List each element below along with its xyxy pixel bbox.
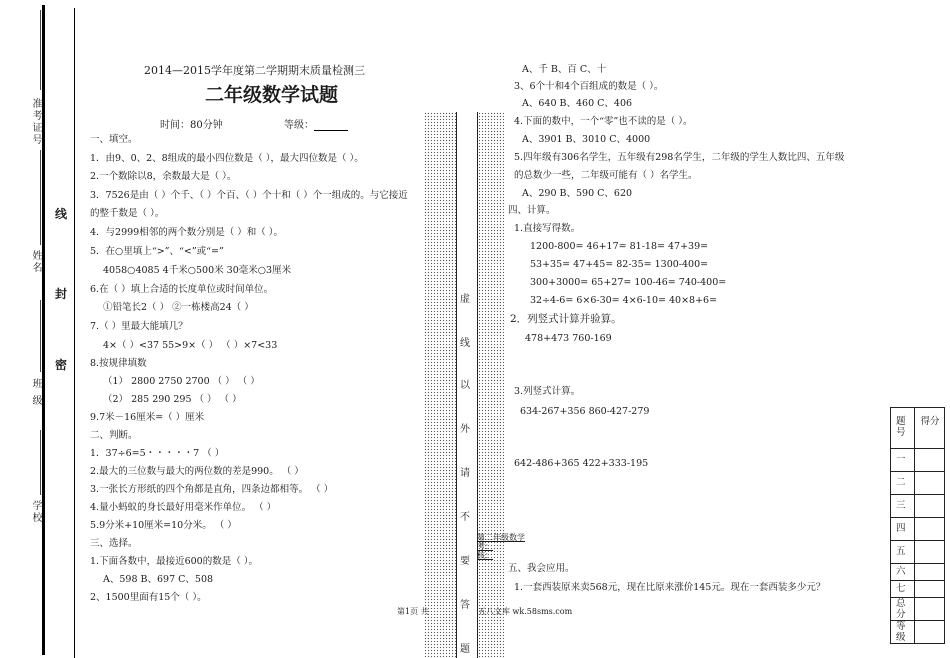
judge-q1: 1．37÷6=5・・・・・7 （ ）	[90, 448, 225, 459]
class-underline	[40, 300, 41, 372]
score-row-label: 三	[891, 495, 915, 518]
score-row-label: 七	[891, 581, 915, 598]
table-row	[891, 541, 945, 564]
score-table-header	[891, 408, 945, 449]
compute-q1: 1.直接写得数。	[514, 223, 581, 234]
school-underline	[40, 430, 41, 495]
small-note-2: 考：	[477, 542, 493, 551]
score-header-item: 题号	[891, 408, 915, 449]
compute-row4: 32÷4-6= 6×6-30= 4×6-10= 40×8+6=	[530, 295, 718, 306]
table-row	[891, 621, 945, 644]
judge-q4: 4.量小蚂蚁的身长最好用毫米作单位。 （ ）	[90, 502, 277, 513]
score-table	[890, 407, 945, 644]
term-heading: 2014—2015学年度第二学期期末质量检测三	[144, 64, 365, 77]
score-row-label: 二	[891, 472, 915, 495]
score-cell[interactable]	[915, 621, 945, 644]
cut-char-9: 题	[460, 644, 470, 655]
score-cell[interactable]	[915, 598, 945, 621]
section-fill-blank: 一、填空。	[90, 134, 138, 145]
fill-q7-items: 4×（ ）<37 55>9×（ ） （ ）×7<33	[103, 340, 278, 351]
fill-q3-cont: 的整千数是（ ）。	[90, 208, 165, 219]
grade-blank[interactable]	[314, 120, 348, 131]
score-header-score: 得分	[915, 408, 945, 449]
small-note-3: 核：	[477, 551, 493, 560]
exam-title: 二年级数学试题	[205, 84, 339, 106]
footer-site: 五八文库 wk.58sms.com	[478, 607, 573, 616]
compute-q3-items-a: 634-267+356 860-427-279	[520, 406, 650, 417]
compute-q3: 3.列竖式计算。	[514, 386, 581, 397]
fill-q9: 9.7米－16厘米=（ ）厘米	[90, 412, 205, 423]
small-note-1: 第二年级数学	[477, 533, 525, 542]
judge-q3: 3.一张长方形纸的四个角都是直角，四条边都相等。 （ ）	[90, 484, 334, 495]
cut-char-2: 线	[460, 338, 470, 349]
score-row-label: 总分	[891, 598, 915, 621]
fill-q7: 7.（ ）里最大能填几？	[90, 321, 188, 332]
score-cell[interactable]	[915, 449, 945, 472]
judge-q5: 5.9分米+10厘米=10分米。 （ ）	[90, 520, 237, 531]
fill-q5-items: 4058○4085 4千米○500米 30毫米○3厘米	[103, 265, 292, 276]
table-row	[891, 518, 945, 541]
score-row-label: 五	[891, 541, 915, 564]
table-row	[891, 598, 945, 621]
table-row	[891, 472, 945, 495]
admission-underline	[40, 10, 41, 90]
fill-q6: 6.在（ ）填上合适的长度单位或时间单位。	[90, 284, 274, 295]
admission-label: 准考证号	[30, 98, 41, 146]
score-row-label: 四	[891, 518, 915, 541]
choice-q3: 3、6个十和4个百组成的数是（ ）。	[514, 81, 664, 92]
cut-char-1: 虚	[460, 294, 470, 305]
score-row-label: 等级	[891, 621, 915, 644]
fill-q3: 3．7526是由（ ）个千、（ ）个百、（ ）个十和（ ）个一组成的。与它接近	[90, 190, 408, 201]
class-label: 班 级	[30, 378, 41, 408]
compute-row2: 53+35= 47+45= 82-35= 1300-400=	[530, 259, 709, 270]
section-compute: 四、计算。	[508, 205, 556, 216]
grade-label: 等级：	[284, 120, 314, 131]
section-application: 五、我会应用。	[508, 563, 575, 574]
score-cell[interactable]	[915, 581, 945, 598]
score-cell[interactable]	[915, 472, 945, 495]
fill-q8-row2: （2） 285 290 295 （ ） （ ）	[103, 394, 242, 405]
fill-q8-row1: （1） 2800 2750 2700 （ ） （ ）	[103, 376, 260, 387]
seal-char-mi: 密	[55, 358, 68, 372]
judge-q2: 2.最大的三位数与最大的两位数的差是990。 （ ）	[90, 466, 304, 477]
application-q1: 1.一套西装原来卖568元，现在比原来涨价145元。现在一套西装多少元？	[514, 582, 826, 593]
exam-time: 时间：80分钟	[160, 120, 223, 131]
fill-q5: 5．在○里填上“>”、“<”或“=”	[90, 246, 224, 257]
footer-page: 第1页 共	[397, 607, 429, 616]
score-row-label: 六	[891, 564, 915, 581]
name-underline	[40, 150, 41, 245]
section-choice: 三、选择。	[90, 538, 138, 549]
fill-q2: 2.一个数除以8，余数最大是（ ）。	[90, 171, 237, 182]
choice-q1-options: A、598 B、697 C、508	[103, 574, 214, 585]
cut-char-3: 以	[460, 380, 470, 391]
choice-q2: 2、1500里面有15个（ ）。	[90, 592, 207, 603]
compute-q2: 2．列竖式计算并验算。	[510, 313, 622, 325]
seal-char-xian: 线	[55, 207, 68, 221]
school-label: 学校	[30, 500, 41, 524]
binding-line-2	[74, 8, 75, 658]
cut-char-4: 外	[460, 424, 470, 435]
choice-q2-options: A、千 B、百 C、十	[522, 64, 607, 75]
table-row	[891, 449, 945, 472]
section-judge: 二、判断。	[90, 430, 138, 441]
table-row	[891, 581, 945, 598]
name-label: 姓名	[30, 250, 41, 274]
choice-q5: 5.四年级有306名学生，五年级有298名学生，二年级的学生人数比四、五年级	[514, 152, 845, 163]
grade-field	[284, 116, 348, 131]
compute-q2-items: 478+473 760-169	[525, 333, 612, 344]
cut-char-5: 请	[460, 468, 470, 479]
compute-row3: 300+3000= 65+27= 100-46= 740-400=	[530, 277, 727, 288]
fill-q4: 4．与2999相邻的两个数分别是（ ）和（ ）。	[90, 227, 284, 238]
choice-q4: 4.下面的数中，一个“零”也不读的是（ ）。	[514, 116, 693, 127]
choice-q5-cont: 的总数少一些，二年级可能有（ ）名学生。	[514, 170, 698, 181]
compute-row1: 1200-800= 46+17= 81-18= 47+39=	[530, 241, 709, 252]
choice-q4-options: A、3901 B、3010 C、4000	[522, 134, 651, 145]
score-cell[interactable]	[915, 495, 945, 518]
choice-q5-options: A、290 B、590 C、620	[522, 188, 633, 199]
choice-q3-options: A、640 B、460 C、406	[522, 98, 633, 109]
fill-q6-items: ①铅笔长2（ ） ②一栋楼高24（ ）	[103, 302, 254, 313]
compute-q3-items-b: 642-486+365 422+333-195	[514, 458, 649, 469]
score-cell[interactable]	[915, 541, 945, 564]
score-row-label: 一	[891, 449, 915, 472]
table-row	[891, 564, 945, 581]
cut-char-8: 答	[460, 600, 470, 611]
choice-q1: 1.下面各数中，最接近600的数是（ ）。	[90, 556, 258, 567]
score-cell[interactable]	[915, 564, 945, 581]
seal-char-feng: 封	[55, 287, 68, 301]
table-row	[891, 495, 945, 518]
cut-char-7: 要	[460, 556, 470, 567]
fill-q1: 1．由9、0、2、8组成的最小四位数是（ ），最大四位数是（ ）。	[90, 153, 364, 164]
score-cell[interactable]	[915, 518, 945, 541]
cut-char-6: 不	[460, 512, 470, 523]
fill-q8: 8.按规律填数	[90, 358, 147, 369]
